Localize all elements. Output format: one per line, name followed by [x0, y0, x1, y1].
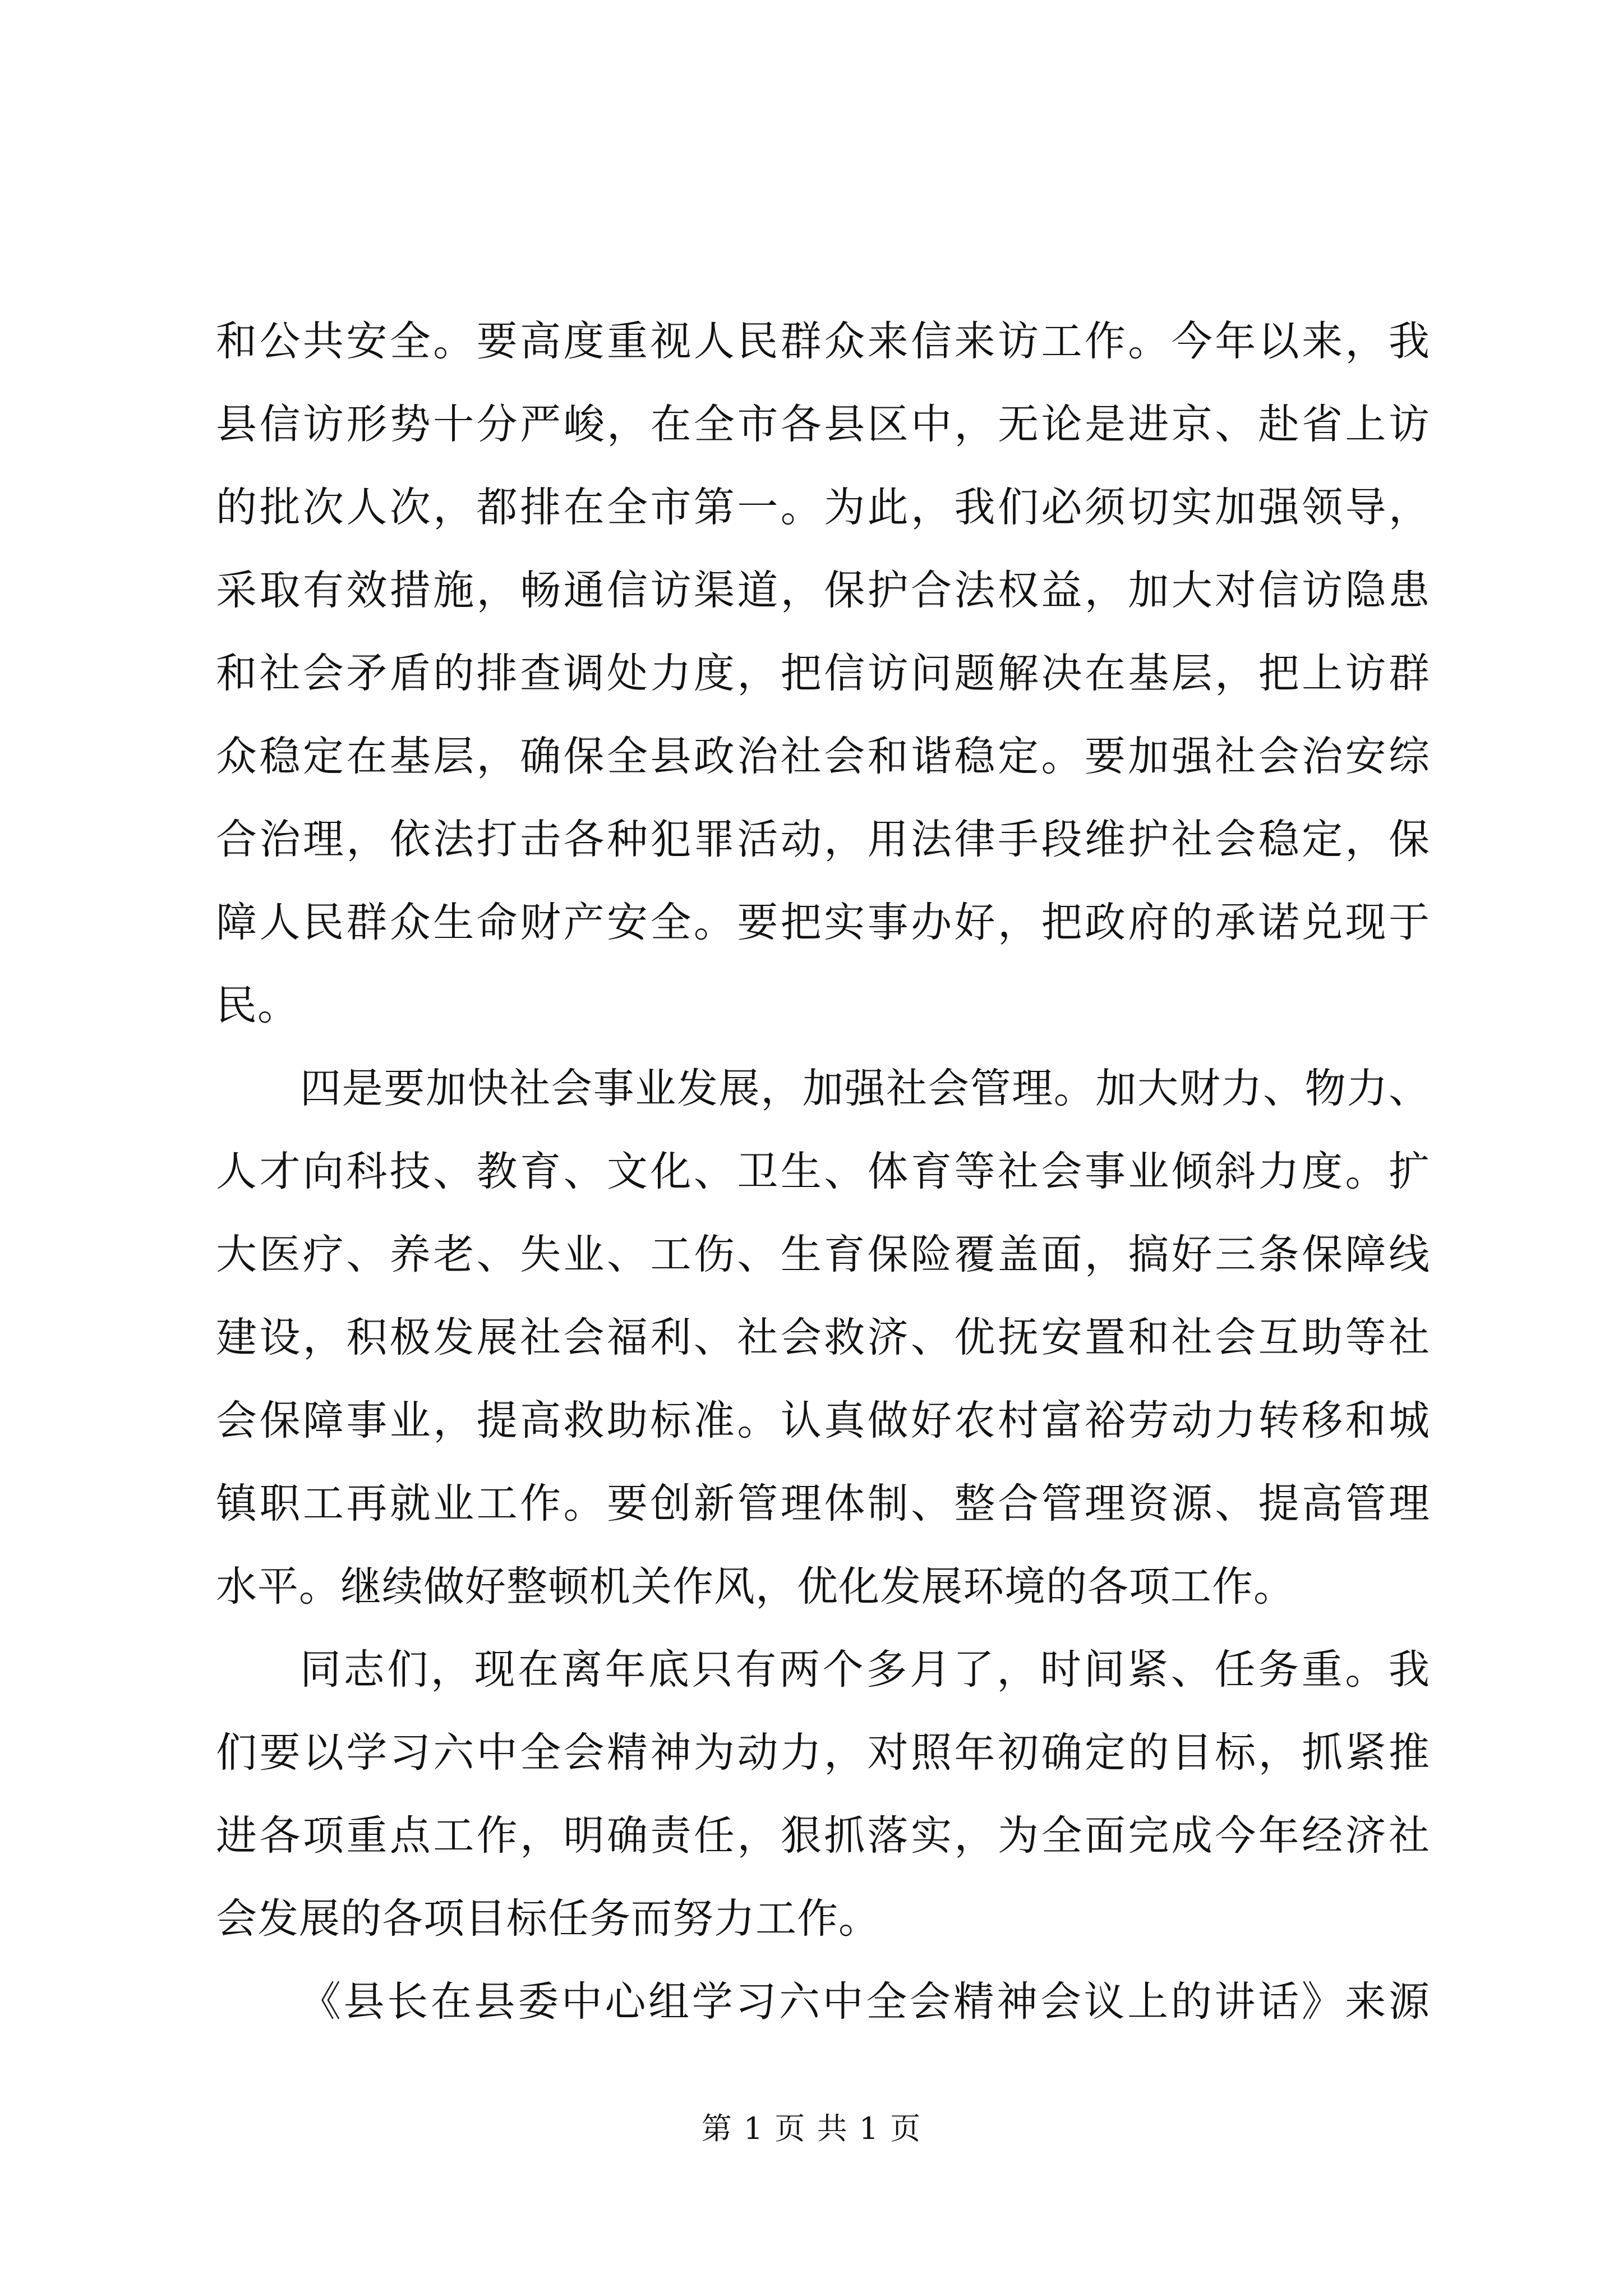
text-line: 镇职工再就业工作。要创新管理体制、整合管理资源、提高管理 [216, 1480, 1430, 1527]
text-line: 和公共安全。要高度重视人民群众来信来访工作。今年以来，我 [216, 318, 1430, 365]
text-line: 民。 [216, 982, 299, 1029]
text-line: 同志们，现在离年底只有两个多月了，时间紧、任务重。我 [300, 1646, 1430, 1694]
text-line: 的批次人次，都排在全市第一。为此，我们必须切实加强领导， [216, 484, 1430, 531]
text-line: 障人民群众生命财产安全。要把实事办好，把政府的承诺兑现于 [216, 899, 1430, 946]
text-line: 人才向科技、教育、文化、卫生、体育等社会事业倾斜力度。扩 [216, 1148, 1430, 1195]
text-line: 会发展的各项目标任务而努力工作。 [216, 1895, 880, 1943]
text-line: 采取有效措施，畅通信访渠道，保护合法权益，加大对信访隐患 [216, 567, 1430, 614]
text-line: 大医疗、养老、失业、工伤、生育保险覆盖面，搞好三条保障线 [216, 1231, 1430, 1278]
text-line: 会保障事业，提高救助标准。认真做好农村富裕劳动力转移和城 [216, 1397, 1430, 1444]
text-line: 水平。继续做好整顿机关作风，优化发展环境的各项工作。 [216, 1563, 1295, 1611]
text-line: 们要以学习六中全会精神为动力，对照年初确定的目标，抓紧推 [216, 1729, 1430, 1777]
text-line: 进各项重点工作，明确责任，狠抓落实，为全面完成今年经济社 [216, 1812, 1430, 1860]
text-line: 和社会矛盾的排查调处力度，把信访问题解决在基层，把上访群 [216, 650, 1430, 697]
body-text [216, 300, 1430, 2044]
text-line: 县信访形势十分严峻，在全市各县区中，无论是进京、赴省上访 [216, 401, 1430, 448]
text-line: 四是要加快社会事业发展，加强社会管理。加大财力、物力、 [300, 1065, 1430, 1112]
text-line: 建设，积极发展社会福利、社会救济、优抚安置和社会互助等社 [216, 1314, 1430, 1361]
text-line: 众稳定在基层，确保全县政治社会和谐稳定。要加强社会治安综 [216, 733, 1430, 780]
page-footer: 第 1 页 共 1 页 [701, 2111, 922, 2146]
text-line: 《县长在县委中心组学习六中全会精神会议上的讲话》来源 [300, 1978, 1430, 2026]
text-line: 合治理，依法打击各种犯罪活动，用法律手段维护社会稳定，保 [216, 816, 1430, 863]
